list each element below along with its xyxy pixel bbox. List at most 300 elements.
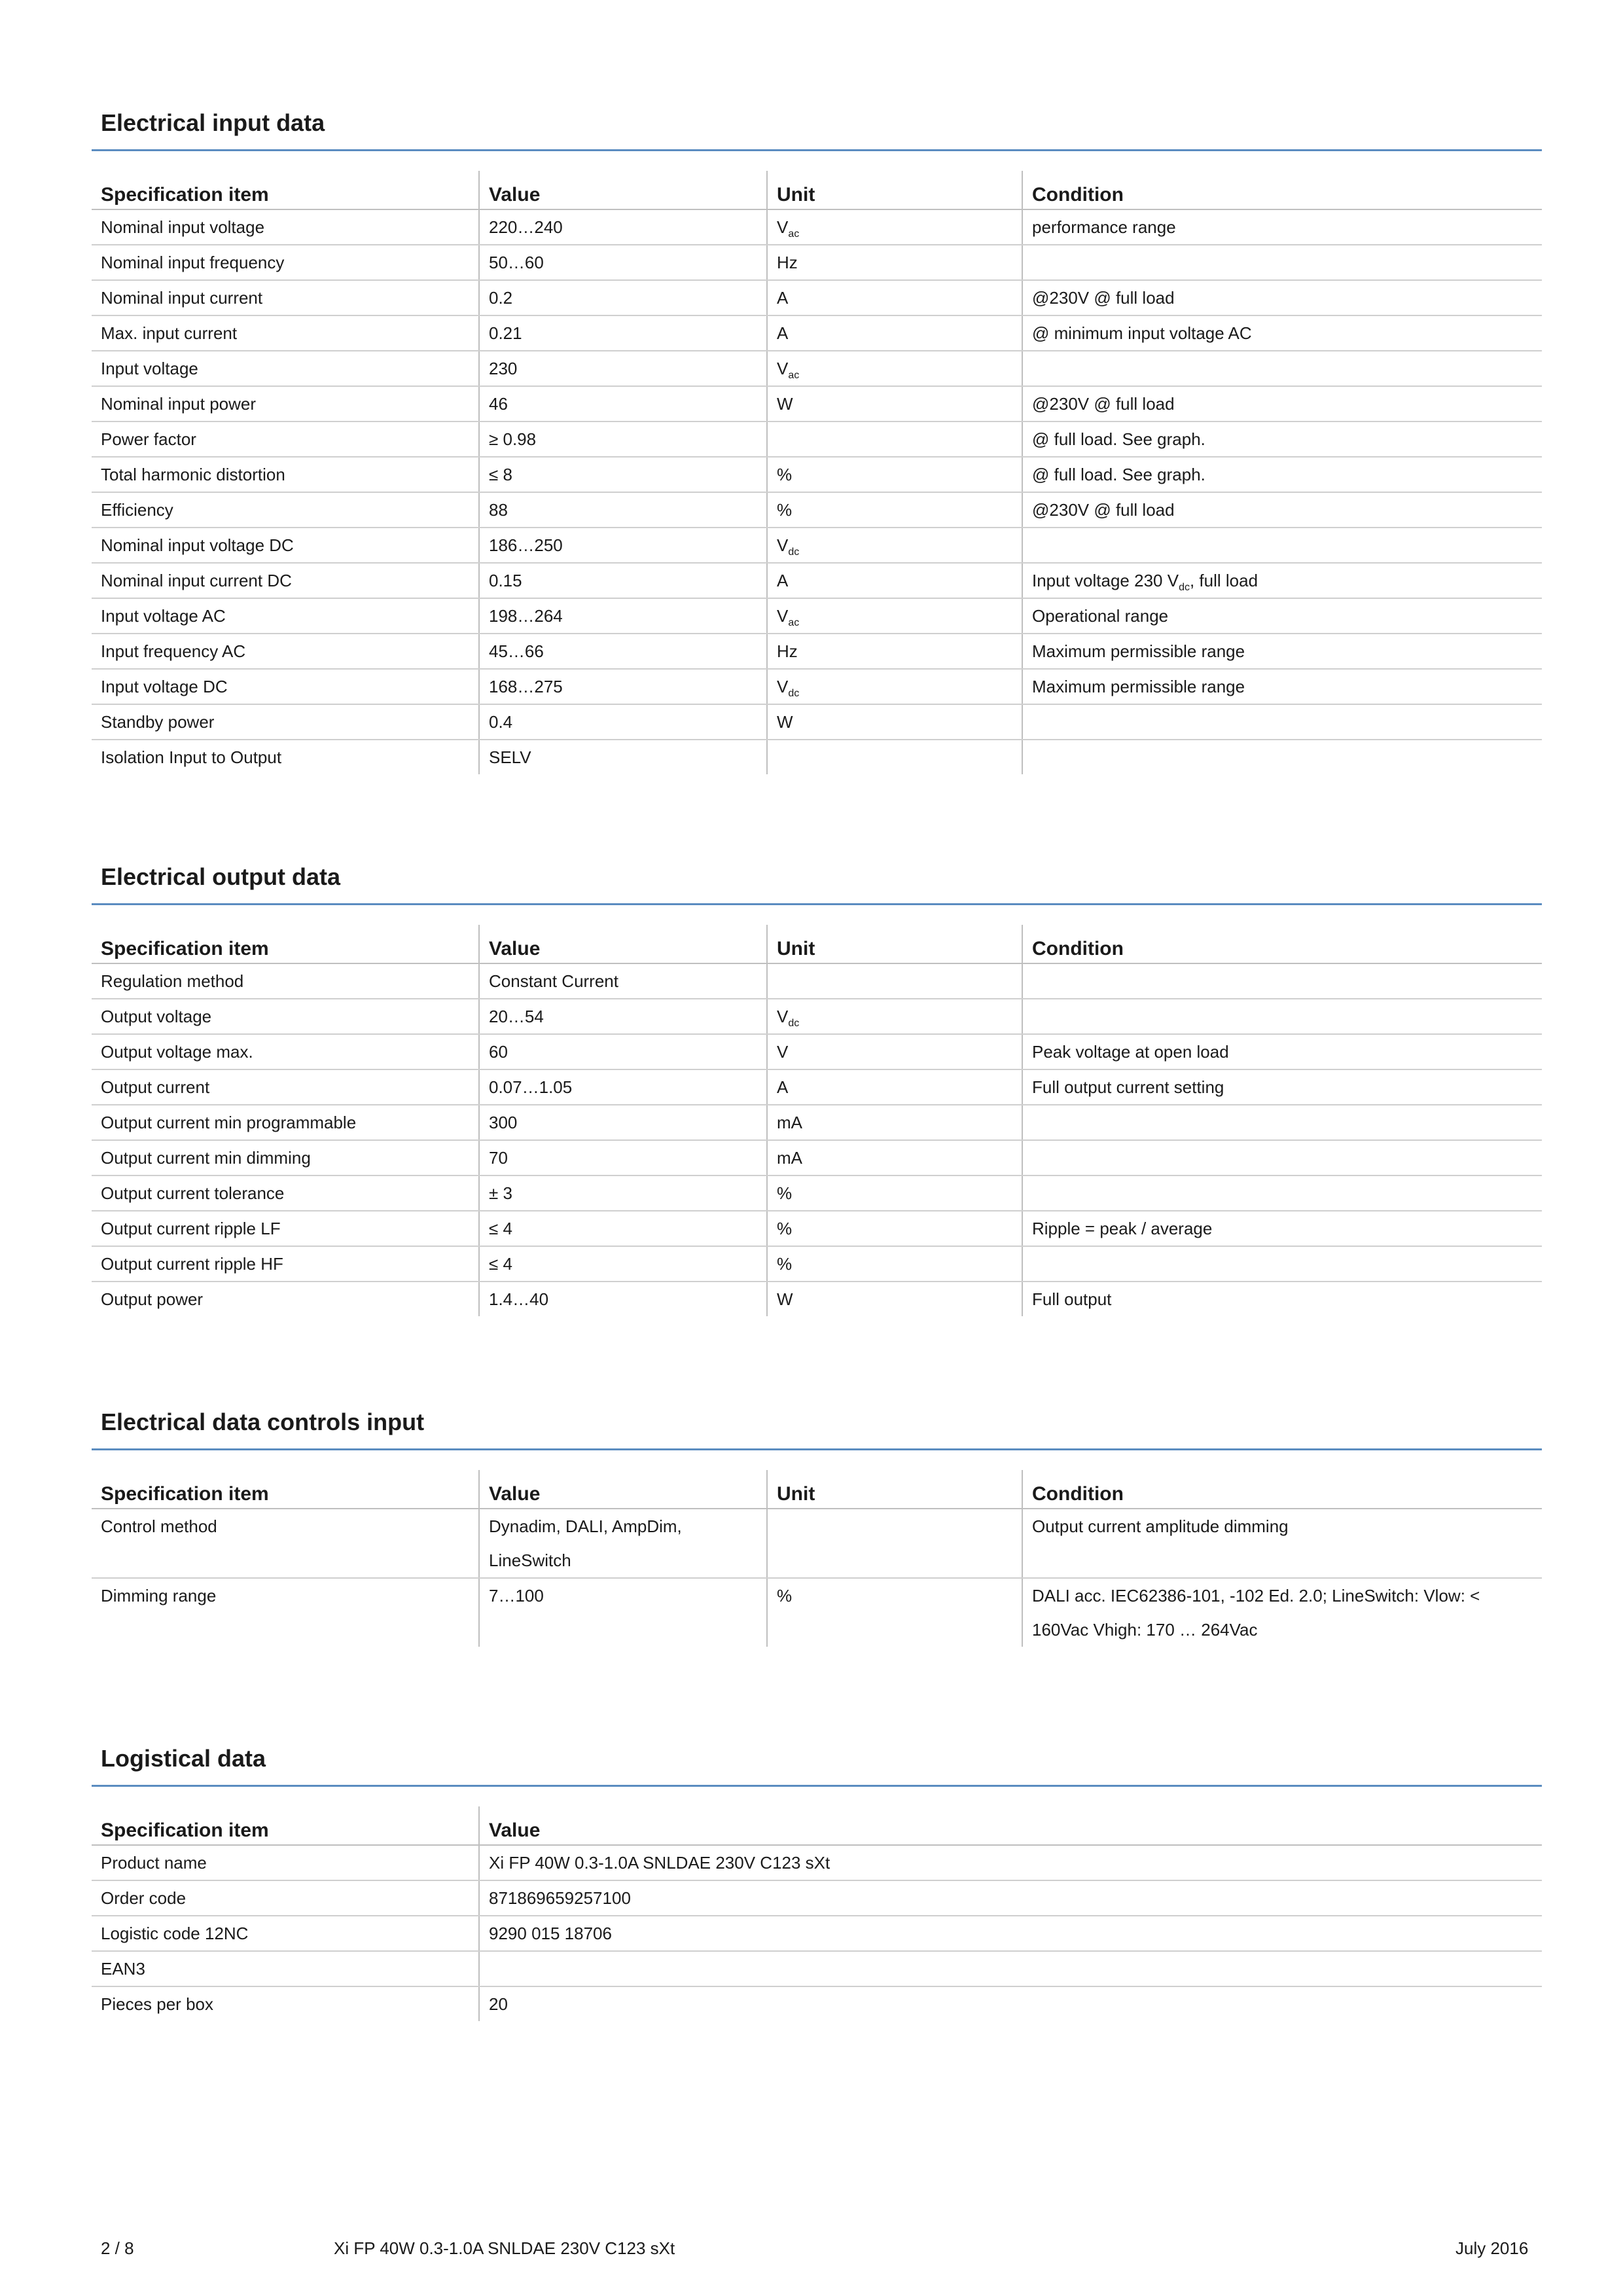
condition-cell	[1022, 598, 1542, 634]
spec-table	[92, 171, 1542, 774]
value-cell	[479, 1034, 767, 1069]
column-header: Specification item	[92, 1470, 479, 1509]
unit-cell	[767, 422, 1022, 457]
item-text: Product name	[101, 1853, 207, 1873]
condition-cell	[1022, 563, 1542, 598]
column-header: Value	[479, 171, 767, 209]
unit-text: Hz	[777, 253, 798, 272]
unit-cell	[767, 963, 1022, 999]
spec-table	[92, 1470, 1542, 1647]
footer-page-number: 2 / 8	[101, 2238, 134, 2258]
item-text: Control method	[101, 1516, 217, 1536]
table-row	[92, 740, 1542, 774]
item-text: Regulation method	[101, 971, 244, 991]
value-text: 70	[489, 1148, 508, 1168]
section-divider	[92, 1785, 1542, 1787]
spec-item-cell	[92, 1951, 479, 1986]
item-text: Nominal input voltage	[101, 217, 265, 237]
unit-text: A	[777, 571, 789, 590]
value-cell	[479, 1986, 1542, 2021]
column-header: Value	[479, 1470, 767, 1509]
item-text: Logistic code 12NC	[101, 1924, 249, 1943]
value-text: 45…66	[489, 641, 544, 661]
condition-text: Maximum permissible range	[1032, 641, 1245, 661]
item-text: Input voltage	[101, 359, 198, 378]
spec-item-cell	[92, 1211, 479, 1246]
condition-cell	[1022, 1509, 1542, 1578]
value-text: 871869659257100	[489, 1888, 631, 1908]
value-text: 168…275	[489, 677, 563, 696]
table-row	[92, 280, 1542, 315]
item-text: Nominal input voltage DC	[101, 535, 294, 555]
condition-cell	[1022, 1246, 1542, 1282]
unit-cell	[767, 1282, 1022, 1316]
spec-item-cell	[92, 1175, 479, 1211]
value-cell	[479, 351, 767, 386]
value-cell	[479, 1951, 1542, 1986]
unit-cell	[767, 563, 1022, 598]
table-row	[92, 245, 1542, 280]
condition-cell	[1022, 740, 1542, 774]
unit-text: Hz	[777, 641, 798, 661]
table-header-row	[92, 1806, 1542, 1845]
item-text: Output power	[101, 1289, 204, 1309]
item-text: Nominal input power	[101, 394, 257, 414]
condition-text: DALI acc. IEC62386-101, -102 Ed. 2.0; LineSwitch: Vlow: < 160Vac Vhigh: 170 … 264Vac	[1032, 1586, 1480, 1640]
value-text: 186…250	[489, 535, 563, 555]
unit-text: %	[777, 500, 793, 520]
value-text: SELV	[489, 747, 531, 767]
table-row	[92, 963, 1542, 999]
spec-item-cell	[92, 563, 479, 598]
spec-item-cell	[92, 528, 479, 563]
unit-cell	[767, 280, 1022, 315]
item-text: Power factor	[101, 429, 196, 449]
unit-text: mA	[777, 1113, 802, 1132]
spec-item-cell	[92, 492, 479, 528]
table-row	[92, 1986, 1542, 2021]
column-header: Unit	[767, 925, 1022, 963]
spec-item-cell	[92, 634, 479, 669]
spec-item-cell	[92, 351, 479, 386]
unit-text: V	[777, 359, 789, 378]
unit-cell	[767, 704, 1022, 740]
value-cell	[479, 209, 767, 245]
unit-subscript: dc	[788, 1018, 800, 1030]
condition-cell	[1022, 999, 1542, 1034]
condition-cell	[1022, 280, 1542, 315]
unit-cell	[767, 528, 1022, 563]
value-text: 9290 015 18706	[489, 1924, 612, 1943]
unit-cell	[767, 598, 1022, 634]
condition-text: Maximum permissible range	[1032, 677, 1245, 696]
value-cell	[479, 1211, 767, 1246]
unit-cell	[767, 1578, 1022, 1647]
value-cell	[479, 422, 767, 457]
unit-cell	[767, 1069, 1022, 1105]
spec-item-cell	[92, 1578, 479, 1647]
value-cell	[479, 1105, 767, 1140]
condition-cell	[1022, 1105, 1542, 1140]
value-cell	[479, 963, 767, 999]
value-cell	[479, 1246, 767, 1282]
table-row	[92, 315, 1542, 351]
spec-item-cell	[92, 669, 479, 704]
value-cell	[479, 1509, 767, 1578]
condition-cell	[1022, 1175, 1542, 1211]
footer-product-name: Xi FP 40W 0.3-1.0A SNLDAE 230V C123 sXt	[334, 2238, 675, 2258]
table-row	[92, 1140, 1542, 1175]
item-text: Nominal input current DC	[101, 571, 292, 590]
unit-subscript: dc	[788, 547, 800, 558]
item-text: Output current ripple HF	[101, 1254, 283, 1274]
unit-text: W	[777, 712, 793, 732]
condition-text: Input voltage 230 V	[1032, 571, 1179, 590]
item-text: Output current	[101, 1077, 210, 1097]
value-cell	[479, 492, 767, 528]
section-logistical	[92, 1732, 1542, 2021]
unit-cell	[767, 245, 1022, 280]
unit-text: %	[777, 1219, 793, 1238]
table-row	[92, 1211, 1542, 1246]
table-row	[92, 563, 1542, 598]
value-cell	[479, 634, 767, 669]
value-cell	[479, 1140, 767, 1175]
condition-text: @ minimum input voltage AC	[1032, 323, 1252, 343]
value-text: 0.2	[489, 288, 513, 308]
item-text: Input voltage DC	[101, 677, 228, 696]
value-cell	[479, 1282, 767, 1316]
condition-cell	[1022, 704, 1542, 740]
condition-cell	[1022, 1211, 1542, 1246]
section-electrical-output	[92, 851, 1542, 1316]
unit-subscript: ac	[788, 228, 800, 240]
spec-item-cell	[92, 1140, 479, 1175]
table-row	[92, 386, 1542, 422]
condition-suffix: , full load	[1189, 571, 1258, 590]
item-text: Nominal input frequency	[101, 253, 285, 272]
value-cell	[479, 1069, 767, 1105]
spec-item-cell	[92, 1986, 479, 2021]
value-cell	[479, 280, 767, 315]
spec-item-cell	[92, 386, 479, 422]
spec-item-cell	[92, 598, 479, 634]
condition-cell	[1022, 1069, 1542, 1105]
table-row	[92, 999, 1542, 1034]
value-cell	[479, 386, 767, 422]
table-row	[92, 1880, 1542, 1916]
spec-item-cell	[92, 1246, 479, 1282]
spec-item-cell	[92, 315, 479, 351]
value-text: 0.4	[489, 712, 513, 732]
table-row	[92, 1105, 1542, 1140]
value-text: Dynadim, DALI, AmpDim, LineSwitch	[489, 1516, 682, 1570]
footer-date: July 2016	[1455, 2238, 1529, 2258]
table-row	[92, 422, 1542, 457]
section-divider	[92, 1448, 1542, 1450]
spec-item-cell	[92, 740, 479, 774]
condition-text: Ripple = peak / average	[1032, 1219, 1213, 1238]
unit-text: mA	[777, 1148, 802, 1168]
value-text: 7…100	[489, 1586, 544, 1605]
unit-text: A	[777, 323, 789, 343]
unit-text: %	[777, 1586, 793, 1605]
unit-cell	[767, 1140, 1022, 1175]
unit-text: W	[777, 394, 793, 414]
condition-cell	[1022, 1140, 1542, 1175]
table-row	[92, 351, 1542, 386]
unit-text: A	[777, 288, 789, 308]
unit-text: V	[777, 677, 789, 696]
spec-table	[92, 925, 1542, 1316]
column-header: Specification item	[92, 171, 479, 209]
condition-cell	[1022, 422, 1542, 457]
value-text: 198…264	[489, 606, 563, 626]
condition-text: Peak voltage at open load	[1032, 1042, 1229, 1062]
spec-table	[92, 1806, 1542, 2021]
value-cell	[479, 1880, 1542, 1916]
table-row	[92, 1282, 1542, 1316]
value-text: 60	[489, 1042, 508, 1062]
item-text: Order code	[101, 1888, 187, 1908]
unit-cell	[767, 999, 1022, 1034]
table-header-row	[92, 1470, 1542, 1509]
table-row	[92, 492, 1542, 528]
unit-text: V	[777, 606, 789, 626]
value-cell	[479, 457, 767, 492]
value-text: 50…60	[489, 253, 544, 272]
unit-text: V	[777, 217, 789, 237]
table-row	[92, 1951, 1542, 1986]
value-text: Constant Current	[489, 971, 618, 991]
table-row	[92, 1509, 1542, 1578]
condition-cell	[1022, 457, 1542, 492]
condition-text: @230V @ full load	[1032, 394, 1175, 414]
section-title: Electrical output data	[101, 863, 341, 890]
section-controls-input	[92, 1396, 1542, 1647]
section-electrical-input	[92, 97, 1542, 774]
unit-text: V	[777, 1007, 789, 1026]
value-text: ± 3	[489, 1183, 512, 1203]
condition-subscript: dc	[1179, 582, 1190, 594]
table-row	[92, 528, 1542, 563]
condition-cell	[1022, 209, 1542, 245]
unit-cell	[767, 1509, 1022, 1578]
item-text: Dimming range	[101, 1586, 217, 1605]
unit-cell	[767, 740, 1022, 774]
condition-text: Operational range	[1032, 606, 1169, 626]
spec-item-cell	[92, 457, 479, 492]
condition-cell	[1022, 528, 1542, 563]
value-text: ≤ 4	[489, 1254, 512, 1274]
item-text: Efficiency	[101, 500, 173, 520]
table-row	[92, 1175, 1542, 1211]
item-text: Isolation Input to Output	[101, 747, 282, 767]
condition-text: @230V @ full load	[1032, 288, 1175, 308]
unit-text: A	[777, 1077, 789, 1097]
unit-text: %	[777, 1254, 793, 1274]
column-header: Condition	[1022, 1470, 1542, 1509]
value-text: 88	[489, 500, 508, 520]
condition-cell	[1022, 1578, 1542, 1647]
unit-cell	[767, 1034, 1022, 1069]
item-text: Standby power	[101, 712, 215, 732]
item-text: Pieces per box	[101, 1994, 213, 2014]
spec-item-cell	[92, 245, 479, 280]
item-text: EAN3	[101, 1959, 145, 1979]
spec-item-cell	[92, 704, 479, 740]
section-divider	[92, 903, 1542, 905]
spec-item-cell	[92, 1069, 479, 1105]
unit-cell	[767, 386, 1022, 422]
value-text: Xi FP 40W 0.3-1.0A SNLDAE 230V C123 sXt	[489, 1853, 830, 1873]
section-title: Electrical input data	[101, 109, 325, 136]
condition-text: Full output	[1032, 1289, 1112, 1309]
table-row	[92, 1246, 1542, 1282]
section-divider	[92, 149, 1542, 151]
unit-cell	[767, 315, 1022, 351]
value-text: 20…54	[489, 1007, 544, 1026]
value-cell	[479, 528, 767, 563]
item-text: Output voltage	[101, 1007, 212, 1026]
item-text: Input voltage AC	[101, 606, 226, 626]
value-cell	[479, 245, 767, 280]
section-title: Electrical data controls input	[101, 1408, 425, 1435]
value-text: 1.4…40	[489, 1289, 549, 1309]
unit-cell	[767, 492, 1022, 528]
column-header: Specification item	[92, 1806, 479, 1845]
spec-item-cell	[92, 1282, 479, 1316]
value-cell	[479, 563, 767, 598]
condition-cell	[1022, 245, 1542, 280]
table-row	[92, 1069, 1542, 1105]
value-cell	[479, 740, 767, 774]
condition-text: @ full load. See graph.	[1032, 429, 1205, 449]
value-cell	[479, 999, 767, 1034]
unit-cell	[767, 669, 1022, 704]
unit-subscript: ac	[788, 617, 800, 629]
value-text: 46	[489, 394, 508, 414]
table-row	[92, 634, 1542, 669]
condition-cell	[1022, 1034, 1542, 1069]
table-row	[92, 209, 1542, 245]
column-header: Specification item	[92, 925, 479, 963]
spec-item-cell	[92, 1034, 479, 1069]
unit-text: %	[777, 1183, 793, 1203]
table-row	[92, 1916, 1542, 1951]
condition-cell	[1022, 315, 1542, 351]
value-text: ≥ 0.98	[489, 429, 537, 449]
column-header: Condition	[1022, 925, 1542, 963]
column-header: Value	[479, 925, 767, 963]
condition-cell	[1022, 492, 1542, 528]
item-text: Max. input current	[101, 323, 238, 343]
spec-item-cell	[92, 209, 479, 245]
condition-cell	[1022, 1282, 1542, 1316]
table-row	[92, 598, 1542, 634]
value-text: 300	[489, 1113, 518, 1132]
table-header-row	[92, 925, 1542, 963]
value-cell	[479, 704, 767, 740]
value-cell	[479, 669, 767, 704]
condition-cell	[1022, 963, 1542, 999]
condition-cell	[1022, 634, 1542, 669]
spec-item-cell	[92, 1916, 479, 1951]
column-header: Unit	[767, 171, 1022, 209]
value-cell	[479, 1175, 767, 1211]
unit-text: W	[777, 1289, 793, 1309]
unit-text: %	[777, 465, 793, 484]
unit-cell	[767, 351, 1022, 386]
table-row	[92, 704, 1542, 740]
value-cell	[479, 1578, 767, 1647]
table-row	[92, 1034, 1542, 1069]
condition-text: @ full load. See graph.	[1032, 465, 1205, 484]
item-text: Output voltage max.	[101, 1042, 253, 1062]
condition-text: Output current amplitude dimming	[1032, 1516, 1289, 1536]
item-text: Nominal input current	[101, 288, 263, 308]
spec-item-cell	[92, 1880, 479, 1916]
unit-subscript: ac	[788, 370, 800, 382]
unit-cell	[767, 1175, 1022, 1211]
item-text: Output current ripple LF	[101, 1219, 281, 1238]
value-text: 0.15	[489, 571, 522, 590]
column-header: Value	[479, 1806, 1542, 1845]
unit-cell	[767, 457, 1022, 492]
value-text: ≤ 4	[489, 1219, 512, 1238]
item-text: Output current tolerance	[101, 1183, 285, 1203]
value-cell	[479, 1845, 1542, 1880]
spec-item-cell	[92, 280, 479, 315]
table-row	[92, 669, 1542, 704]
table-row	[92, 457, 1542, 492]
unit-cell	[767, 1105, 1022, 1140]
condition-cell	[1022, 351, 1542, 386]
unit-text: V	[777, 535, 789, 555]
unit-cell	[767, 634, 1022, 669]
value-cell	[479, 1916, 1542, 1951]
value-text: 220…240	[489, 217, 563, 237]
spec-item-cell	[92, 1845, 479, 1880]
unit-subscript: dc	[788, 688, 800, 700]
unit-cell	[767, 209, 1022, 245]
item-text: Output current min programmable	[101, 1113, 357, 1132]
value-text: 20	[489, 1994, 508, 2014]
spec-item-cell	[92, 1105, 479, 1140]
value-cell	[479, 315, 767, 351]
condition-text: performance range	[1032, 217, 1176, 237]
spec-item-cell	[92, 963, 479, 999]
column-header: Condition	[1022, 171, 1542, 209]
condition-text: Full output current setting	[1032, 1077, 1224, 1097]
value-text: 230	[489, 359, 518, 378]
value-text: 0.07…1.05	[489, 1077, 573, 1097]
unit-cell	[767, 1211, 1022, 1246]
condition-text: @230V @ full load	[1032, 500, 1175, 520]
item-text: Output current min dimming	[101, 1148, 311, 1168]
column-header: Unit	[767, 1470, 1022, 1509]
condition-cell	[1022, 386, 1542, 422]
condition-cell	[1022, 669, 1542, 704]
value-text: ≤ 8	[489, 465, 512, 484]
value-cell	[479, 598, 767, 634]
unit-cell	[767, 1246, 1022, 1282]
unit-text: V	[777, 1042, 789, 1062]
spec-item-cell	[92, 999, 479, 1034]
value-text: 0.21	[489, 323, 522, 343]
table-header-row	[92, 171, 1542, 209]
spec-item-cell	[92, 422, 479, 457]
